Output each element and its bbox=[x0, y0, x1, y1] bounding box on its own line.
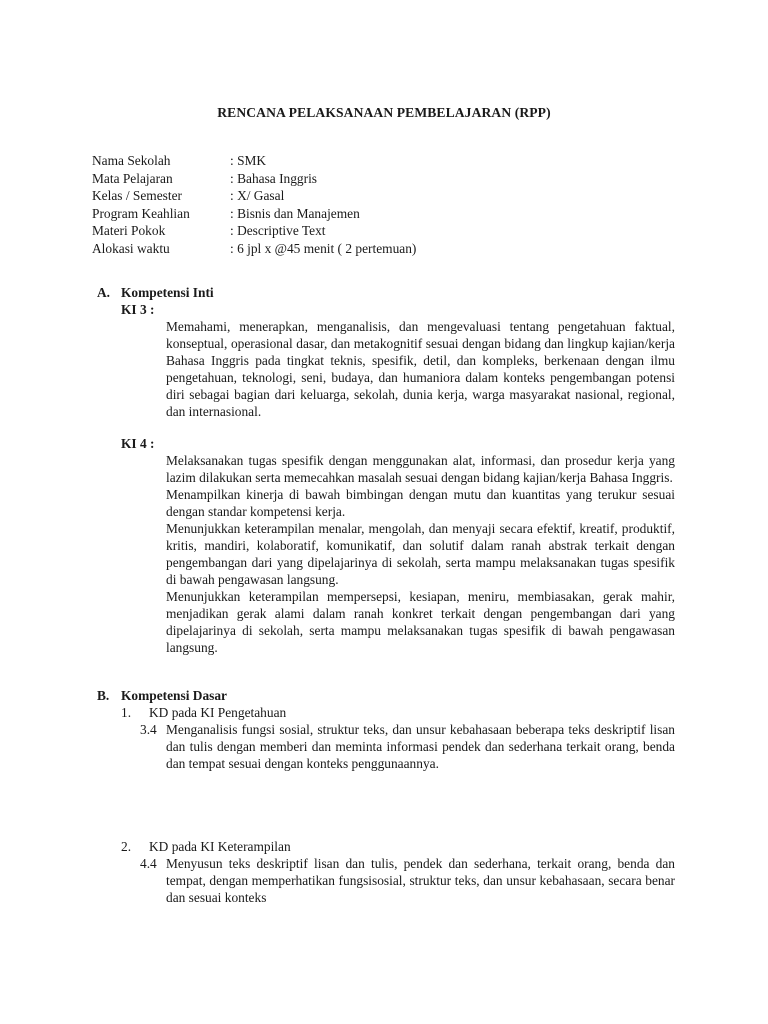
identity-value: : Bahasa Inggris bbox=[230, 170, 318, 186]
ki4-paragraph: Menunjukkan keterampilan menalar, mengolah, dan menyaji secara efektif, kreatif, produktif, kritis, mandiri, kolaboratif, komunikatif, dan solutif dalam ranah abstrak terkait dengan pengembangan dari yang dipelajarinya di sekolah, serta mampu melaksanakan tugas spesifik di bawah pengawasan langsung. bbox=[166, 521, 675, 587]
identity-value: : 6 jpl x @45 menit ( 2 pertemuan) bbox=[230, 240, 417, 256]
identity-label: Program Keahlian bbox=[92, 205, 190, 221]
kd1-item-text: Menganalisis fungsi sosial, struktur teks, dan unsur kebahasaan beberapa teks deskriptif lisan dan tulis dengan memberi dan meminta informasi pendek dan sederhana terkait orang, benda dan tempat sesuai dengan konteks penggunaannya. bbox=[166, 722, 675, 771]
section-b-heading bbox=[97, 687, 227, 704]
kd2-heading bbox=[121, 838, 291, 855]
page-title: RENCANA PELAKSANAAN PEMBELAJARAN (RPP) bbox=[217, 105, 551, 120]
identity-label: Nama Sekolah bbox=[92, 153, 171, 168]
identity-value: : Descriptive Text bbox=[230, 223, 326, 239]
identity-label: Kelas / Semester bbox=[92, 188, 182, 204]
ki3-label: KI 3 : bbox=[121, 302, 155, 317]
identity-value: : X/ Gasal bbox=[230, 188, 285, 204]
kd1-item-number: 3.4 bbox=[140, 722, 157, 737]
section-b-title: Kompetensi Dasar bbox=[121, 688, 228, 703]
section-a-heading bbox=[97, 284, 214, 301]
identity-value: : SMK bbox=[230, 153, 267, 168]
ki3-text bbox=[166, 318, 675, 420]
section-a-title: Kompetensi Inti bbox=[121, 285, 214, 300]
kd2-item bbox=[140, 855, 675, 906]
kd1-heading bbox=[121, 704, 286, 721]
identity-row bbox=[92, 240, 652, 258]
identity-row bbox=[92, 205, 652, 223]
kd1-title: KD pada KI Pengetahuan bbox=[149, 705, 287, 720]
identity-label: Materi Pokok bbox=[92, 223, 166, 239]
identity-row bbox=[92, 152, 652, 170]
identity-row bbox=[92, 222, 652, 240]
identity-label: Mata Pelajaran bbox=[92, 170, 173, 186]
section-a-letter: A. bbox=[97, 285, 111, 300]
identity-row bbox=[92, 187, 652, 205]
kd2-item-number: 4.4 bbox=[140, 856, 157, 871]
kd2-item-text: Menyusun teks deskriptif lisan dan tulis, pendek dan sederhana, terkait orang, benda dan tempat, dengan memperhatikan fungsisosial, struktur teks, dan unsur kebahasaan, secara benar dan sesuai konteks bbox=[166, 856, 675, 905]
kd1-number: 1. bbox=[121, 705, 132, 720]
ki4-paragraph: Menunjukkan keterampilan mempersepsi, kesiapan, meniru, membiasakan, gerak mahir, menjadikan gerak alami dalam ranah konkret terkait dengan pengembangan dari yang dipelajarinya di sekolah, serta mampu melaksanakan tugas spesifik di bawah pengawasan langsung. bbox=[166, 589, 675, 655]
ki3-paragraph: Memahami, menerapkan, menganalisis, dan mengevaluasi tentang pengetahuan faktual, konseptual, operasional dasar, dan metakognitif sesuai dengan bidang dan lingkup kajian/kerja Bahasa Inggris pada tingkat teknis, spesifik, detil, dan kompleks, berkenaan dengan ilmu pengetahuan, teknologi, seni, budaya, dan humaniora dalam konteks pengembangan potensi diri sebagai bagian dari keluarga, sekolah, dunia kerja, warga masyarakat nasional, regional, dan internasional. bbox=[166, 319, 675, 419]
kd2-title: KD pada KI Keterampilan bbox=[149, 839, 291, 854]
identity-row bbox=[92, 170, 652, 188]
identity-table bbox=[92, 152, 652, 258]
section-b-letter: B. bbox=[97, 688, 110, 703]
identity-value: : Bisnis dan Manajemen bbox=[230, 205, 360, 221]
ki4-label: KI 4 : bbox=[121, 436, 155, 451]
identity-label: Alokasi waktu bbox=[92, 240, 170, 256]
ki4-paragraph: Melaksanakan tugas spesifik dengan menggunakan alat, informasi, dan prosedur kerja yang lazim dilakukan serta memecahkan masalah sesuai dengan bidang kajian/kerja Bahasa Inggris. bbox=[166, 453, 675, 485]
kd2-number: 2. bbox=[121, 839, 132, 854]
ki4-paragraph: Menampilkan kinerja di bawah bimbingan dengan mutu dan kuantitas yang terukur sesuai dengan standar kompetensi kerja. bbox=[166, 487, 675, 519]
kd1-item bbox=[140, 721, 675, 772]
ki4-text bbox=[166, 452, 675, 656]
